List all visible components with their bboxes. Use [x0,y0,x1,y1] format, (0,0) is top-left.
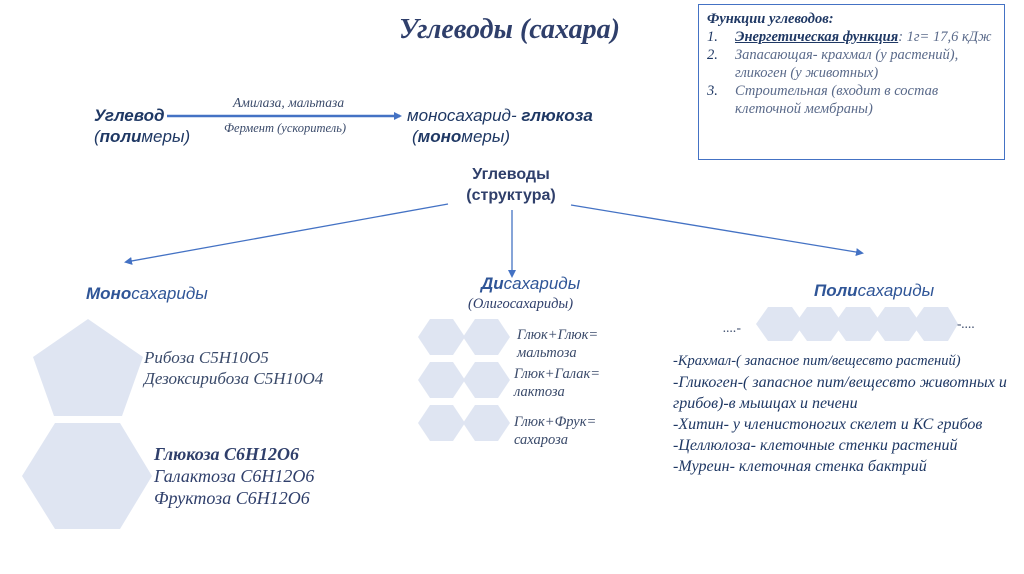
poly-chain-left: ....- [723,320,741,335]
mono-item: Галактоза С6Н12О6 [154,466,315,486]
functions-list [707,28,996,118]
function-item-2: 2. Запасающая- крахмал (у растений), гликоген (у животных) [707,47,959,81]
di-item-1: Глюк+Глюк= мальтоза [517,327,599,361]
function-item-3: 3. Строительная (входит в состав клеточной мембраны) [707,83,939,117]
mono-item: Глюкоза С6Н12О6 [154,444,300,464]
mono-item: Рибоза С5Н10О5 [144,348,269,367]
enzyme-top-label: Амилаза, мальтаза [233,95,345,110]
pentagon-shape [33,319,143,416]
arrow-to-mono [126,204,448,262]
mono-group-2 [154,443,314,509]
poly-item: -Целлюлоза- клеточные стенки растений [673,437,958,454]
poly-item: -Муреин- клеточная стенка бактрий [673,458,927,475]
enzyme-bottom-label: Фермент (ускоритель) [224,121,347,135]
polysaccharide-chain [756,307,958,341]
disaccharide-shapes [418,319,510,441]
structure-node: Углеводы (структура) [466,166,556,204]
di-item-2: Глюк+Галак= лактоза [514,366,601,400]
poly-item: -Хитин- у членистоногих скелет и КС грибов [673,416,983,433]
page-title: Углеводы (сахара) [399,14,620,45]
di-heading: Дисахариды [481,274,581,293]
reaction-left: Углевод (полимеры) [94,106,191,146]
functions-heading: Функции углеводов: [707,11,834,27]
mono-heading: Моносахариды [86,284,208,303]
poly-chain-right: -.... [957,316,975,331]
di-item-3: Глюк+Фрук= сахароза [514,414,597,448]
mono-item: Фруктоза С6Н12О6 [154,488,310,508]
poly-item: -Гликоген-( запасное пит/вещесвто животных и грибов)-в мышцах и печени [673,374,1007,412]
mono-group-1 [144,347,323,389]
reaction-right: моносахарид- глюкоза (мономеры) [407,106,593,146]
hexagon-shape [22,423,152,529]
poly-heading: Полисахариды [814,281,935,300]
functions-box [698,4,1005,160]
mono-item: Дезоксирибоза С5Н10О4 [144,369,324,388]
function-item-1: 1. Энергетическая функция: 1г= 17,6 кДж [707,29,992,45]
poly-list [673,351,1018,477]
di-subheading: (Олигосахариды) [468,296,574,312]
poly-item: -Крахмал-( запасное пит/вещесвто растений) [673,353,961,369]
arrow-to-poly [571,205,862,253]
